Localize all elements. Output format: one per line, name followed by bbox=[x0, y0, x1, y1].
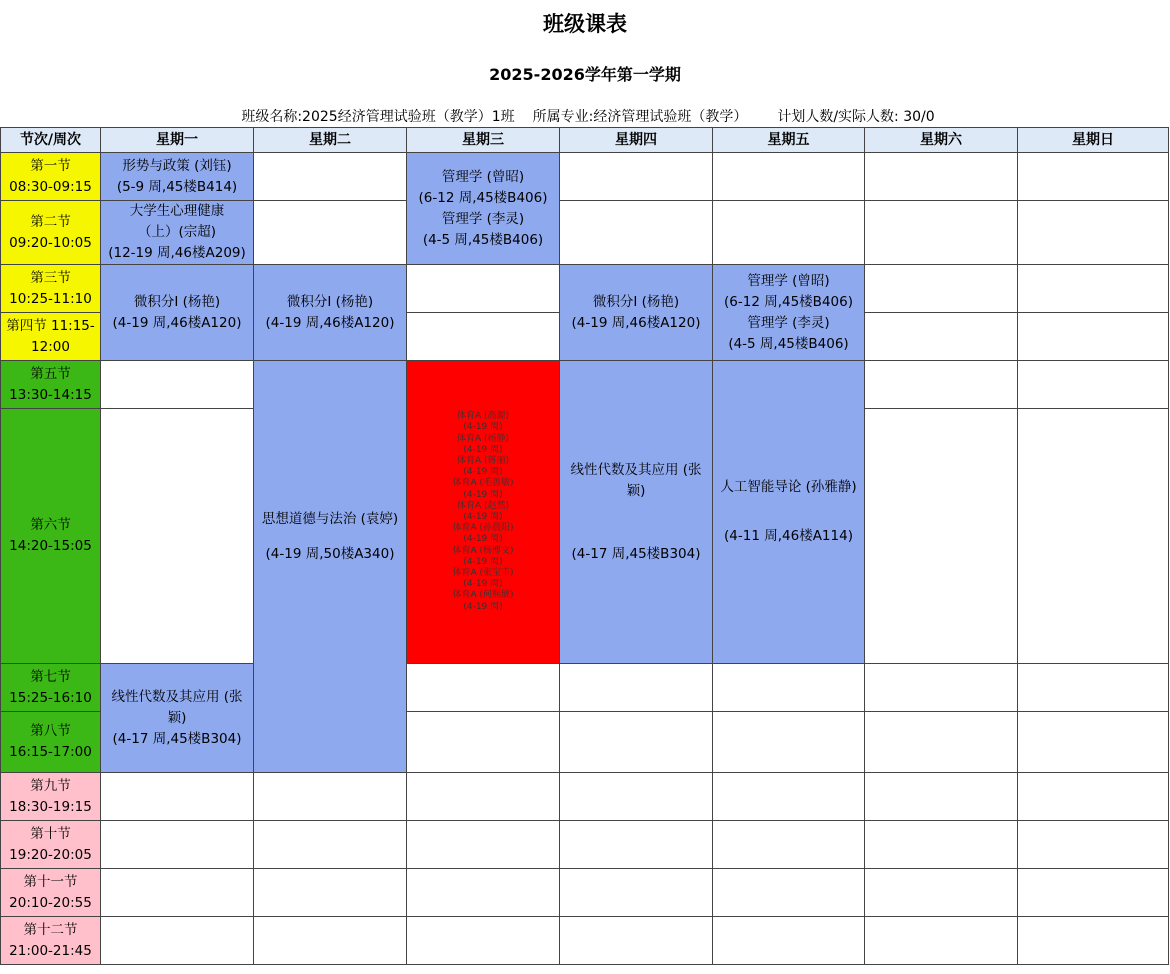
period-time: 12:00 bbox=[31, 338, 70, 355]
empty-cell bbox=[407, 917, 560, 965]
course-name: 线性代数及其应用 (张颖) bbox=[111, 688, 243, 726]
empty-cell bbox=[254, 917, 407, 965]
empty-cell bbox=[865, 201, 1018, 265]
empty-cell bbox=[713, 712, 865, 773]
row-period-2 bbox=[1, 201, 1169, 265]
empty-cell bbox=[407, 869, 560, 917]
empty-cell bbox=[1018, 361, 1169, 409]
empty-cell bbox=[101, 773, 254, 821]
period-name: 第八节 bbox=[30, 723, 71, 739]
pe-entry-weeks: (4-19 周) bbox=[463, 444, 503, 455]
empty-cell bbox=[560, 153, 713, 201]
period-time: 13:30-14:15 bbox=[9, 386, 92, 403]
empty-cell bbox=[254, 869, 407, 917]
row-period-1 bbox=[1, 153, 1169, 201]
pe-entry-weeks: (4-19 周) bbox=[463, 601, 503, 612]
empty-cell bbox=[254, 773, 407, 821]
course-name: 管理学 (曾昭) bbox=[441, 168, 525, 185]
course-detail: (12-19 周,46楼A209) bbox=[108, 245, 246, 261]
course-detail: (4-19 周,46楼A120) bbox=[112, 314, 242, 331]
pe-entry-weeks: (4-19 周) bbox=[463, 556, 503, 567]
period-name: 第三节 bbox=[30, 269, 71, 286]
page-title: 班级课表 bbox=[543, 12, 627, 36]
empty-cell bbox=[101, 361, 254, 409]
empty-cell bbox=[1018, 773, 1169, 821]
empty-cell bbox=[407, 773, 560, 821]
empty-cell bbox=[560, 712, 713, 773]
period-name: 第六节 bbox=[30, 517, 71, 533]
term-title: 2025-2026学年第一学期 bbox=[489, 65, 681, 84]
col-header-period: 节次/周次 bbox=[1, 128, 101, 153]
period-time: 09:20-10:05 bbox=[9, 234, 92, 251]
period-name: 第五节 bbox=[30, 365, 71, 382]
course-cell-thu-p34[interactable] bbox=[560, 265, 713, 361]
col-header-tue: 星期二 bbox=[254, 128, 407, 153]
period-name: 第二节 bbox=[30, 213, 71, 230]
empty-cell bbox=[101, 409, 254, 664]
empty-cell bbox=[865, 917, 1018, 965]
class-info bbox=[0, 106, 1170, 126]
empty-cell bbox=[101, 821, 254, 869]
empty-cell bbox=[560, 869, 713, 917]
period-label-11 bbox=[1, 869, 101, 917]
course-name: 管理学 (李灵) bbox=[747, 314, 830, 331]
period-label-6 bbox=[1, 409, 101, 664]
course-cell-tue-p58[interactable] bbox=[254, 361, 407, 773]
pe-entry-weeks: (4-19 周) bbox=[463, 534, 503, 545]
pe-entry-weeks: (4-19 周) bbox=[463, 422, 503, 433]
course-name: 思想道德与法治 (袁婷) bbox=[261, 510, 399, 527]
pe-entry-name: 体育A (高源) bbox=[456, 411, 510, 422]
course-detail: (4-19 周,46楼A120) bbox=[265, 314, 395, 331]
col-header-thu: 星期四 bbox=[560, 128, 713, 153]
period-label-2 bbox=[1, 201, 101, 265]
course-name: 管理学 (李灵) bbox=[441, 210, 525, 227]
empty-cell bbox=[865, 313, 1018, 361]
pe-entry-name: 体育A (杨静) bbox=[456, 433, 510, 444]
period-label-9 bbox=[1, 773, 101, 821]
empty-cell bbox=[713, 869, 865, 917]
empty-cell bbox=[1018, 917, 1169, 965]
empty-cell bbox=[254, 153, 407, 201]
course-name: 微积分I (杨艳) bbox=[133, 293, 221, 310]
course-detail: (4-5 周,45楼B406) bbox=[728, 335, 849, 352]
pe-entry-name: 体育A (毛善敏) bbox=[452, 478, 514, 489]
course-cell-fri-p34[interactable] bbox=[713, 265, 865, 361]
empty-cell bbox=[865, 153, 1018, 201]
period-time: 16:15-17:00 bbox=[9, 744, 92, 760]
course-cell-wed-p12[interactable] bbox=[407, 153, 560, 265]
pe-entry-weeks: (4-19 周) bbox=[463, 489, 503, 500]
empty-cell bbox=[865, 821, 1018, 869]
period-label-8 bbox=[1, 712, 101, 773]
course-name: 线性代数及其应用 (张颖) bbox=[570, 461, 702, 499]
empty-cell bbox=[254, 201, 407, 265]
headcount: 计划人数/实际人数: 30/0 bbox=[777, 109, 935, 125]
empty-cell bbox=[1018, 712, 1169, 773]
empty-cell bbox=[865, 773, 1018, 821]
empty-cell bbox=[407, 664, 560, 712]
col-header-sat: 星期六 bbox=[865, 128, 1018, 153]
empty-cell bbox=[1018, 409, 1169, 664]
period-label-3 bbox=[1, 265, 101, 313]
pe-entry-weeks: (4-19 周) bbox=[463, 579, 503, 590]
course-cell-mon-p78[interactable] bbox=[101, 664, 254, 773]
class-name: 班级名称:2025经济管理试验班（教学）1班 bbox=[241, 109, 515, 125]
course-detail: (4-17 周,45楼B304) bbox=[571, 545, 701, 562]
empty-cell bbox=[1018, 201, 1169, 265]
empty-cell bbox=[1018, 265, 1169, 313]
col-header-fri: 星期五 bbox=[713, 128, 865, 153]
period-time: 08:30-09:15 bbox=[9, 178, 92, 195]
row-period-12 bbox=[1, 917, 1169, 965]
pe-entry-name: 体育A (何熙琥) bbox=[452, 590, 514, 601]
empty-cell bbox=[560, 917, 713, 965]
pe-entry-weeks: (4-19 周) bbox=[463, 512, 503, 522]
period-time: 14:20-15:05 bbox=[9, 538, 92, 554]
course-cell-mon-p34[interactable] bbox=[101, 265, 254, 361]
major: 所属专业:经济管理试验班（教学） bbox=[532, 109, 748, 125]
course-name: 大学生心理健康（上）(宗超) bbox=[129, 203, 225, 240]
period-label-10 bbox=[1, 821, 101, 869]
course-name: 微积分I (杨艳) bbox=[592, 293, 680, 310]
header-row bbox=[1, 128, 1169, 153]
col-header-sun: 星期日 bbox=[1018, 128, 1169, 153]
row-period-10 bbox=[1, 821, 1169, 869]
period-time: 15:25-16:10 bbox=[9, 689, 92, 706]
course-detail: (5-9 周,45楼B414) bbox=[116, 178, 238, 195]
empty-cell bbox=[101, 917, 254, 965]
empty-cell bbox=[865, 712, 1018, 773]
course-cell-mon-p2[interactable] bbox=[101, 201, 254, 265]
period-time: 20:10-20:55 bbox=[9, 894, 92, 911]
period-time: 18:30-19:15 bbox=[9, 798, 92, 815]
pe-entry-name: 体育A (杨博文) bbox=[452, 545, 514, 556]
course-name: 形势与政策 (刘钰) bbox=[122, 157, 232, 174]
pe-entry-weeks: (4-19 周) bbox=[463, 467, 503, 478]
empty-cell bbox=[713, 153, 865, 201]
row-period-5 bbox=[1, 361, 1169, 409]
empty-cell bbox=[407, 265, 560, 313]
period-label-4 bbox=[1, 313, 101, 361]
pe-entry-name: 体育A (孙晨阳) bbox=[452, 523, 514, 534]
empty-cell bbox=[407, 821, 560, 869]
empty-cell bbox=[560, 773, 713, 821]
empty-cell bbox=[865, 265, 1018, 313]
empty-cell bbox=[865, 361, 1018, 409]
period-name: 第四节 11:15- bbox=[6, 317, 95, 334]
course-name: 管理学 (曾昭) bbox=[747, 272, 830, 289]
period-time: 10:25-11:10 bbox=[9, 290, 92, 307]
course-detail: (4-17 周,45楼B304) bbox=[112, 730, 242, 747]
row-period-9 bbox=[1, 773, 1169, 821]
empty-cell bbox=[560, 201, 713, 265]
period-label-7 bbox=[1, 664, 101, 712]
period-label-5 bbox=[1, 361, 101, 409]
course-detail: (4-19 周,46楼A120) bbox=[571, 314, 701, 331]
empty-cell bbox=[560, 821, 713, 869]
pe-entry-name: 体育A (张宝丰) bbox=[452, 568, 514, 579]
period-time: 21:00-21:45 bbox=[9, 942, 92, 959]
row-period-3 bbox=[1, 265, 1169, 313]
row-period-7 bbox=[1, 664, 1169, 712]
course-detail: (6-12 周,45楼B406) bbox=[418, 189, 548, 206]
empty-cell bbox=[1018, 821, 1169, 869]
col-header-mon: 星期一 bbox=[101, 128, 254, 153]
course-name: 人工智能导论 (孙雅静) bbox=[720, 479, 857, 495]
empty-cell bbox=[1018, 664, 1169, 712]
period-name: 第七节 bbox=[30, 668, 71, 685]
period-name: 第十二节 bbox=[23, 921, 78, 938]
empty-cell bbox=[865, 664, 1018, 712]
empty-cell bbox=[1018, 153, 1169, 201]
pe-entry-name: 体育A (赵然) bbox=[456, 500, 510, 511]
timetable bbox=[0, 127, 1169, 965]
period-name: 第十节 bbox=[30, 825, 71, 842]
course-cell-mon-p1[interactable] bbox=[101, 153, 254, 201]
empty-cell bbox=[713, 821, 865, 869]
period-time: 19:20-20:05 bbox=[9, 846, 92, 863]
empty-cell bbox=[1018, 869, 1169, 917]
row-period-11 bbox=[1, 869, 1169, 917]
pe-course-list bbox=[407, 411, 559, 613]
course-cell-tue-p34[interactable] bbox=[254, 265, 407, 361]
empty-cell bbox=[713, 201, 865, 265]
period-name: 第十一节 bbox=[23, 873, 78, 890]
empty-cell bbox=[254, 821, 407, 869]
empty-cell bbox=[713, 917, 865, 965]
empty-cell bbox=[407, 712, 560, 773]
period-label-12 bbox=[1, 917, 101, 965]
empty-cell bbox=[865, 409, 1018, 664]
pe-entry-name: 体育A (蒋丽) bbox=[456, 455, 510, 466]
empty-cell bbox=[1018, 313, 1169, 361]
course-detail: (6-12 周,45楼B406) bbox=[724, 293, 853, 310]
empty-cell bbox=[101, 869, 254, 917]
col-header-wed: 星期三 bbox=[407, 128, 560, 153]
course-detail: (4-11 周,46楼A114) bbox=[724, 528, 853, 544]
course-name: 微积分I (杨艳) bbox=[286, 293, 374, 310]
empty-cell bbox=[407, 313, 560, 361]
course-detail: (4-5 周,45楼B406) bbox=[422, 231, 544, 248]
course-cell-thu-p56[interactable] bbox=[560, 361, 713, 664]
period-name: 第九节 bbox=[30, 777, 71, 794]
empty-cell bbox=[713, 664, 865, 712]
period-label-1 bbox=[1, 153, 101, 201]
course-cell-fri-p56[interactable] bbox=[713, 361, 865, 664]
period-name: 第一节 bbox=[30, 157, 71, 174]
empty-cell bbox=[560, 664, 713, 712]
empty-cell bbox=[865, 869, 1018, 917]
empty-cell bbox=[713, 773, 865, 821]
course-cell-wed-p56[interactable] bbox=[407, 361, 560, 664]
course-detail: (4-19 周,50楼A340) bbox=[265, 545, 395, 562]
